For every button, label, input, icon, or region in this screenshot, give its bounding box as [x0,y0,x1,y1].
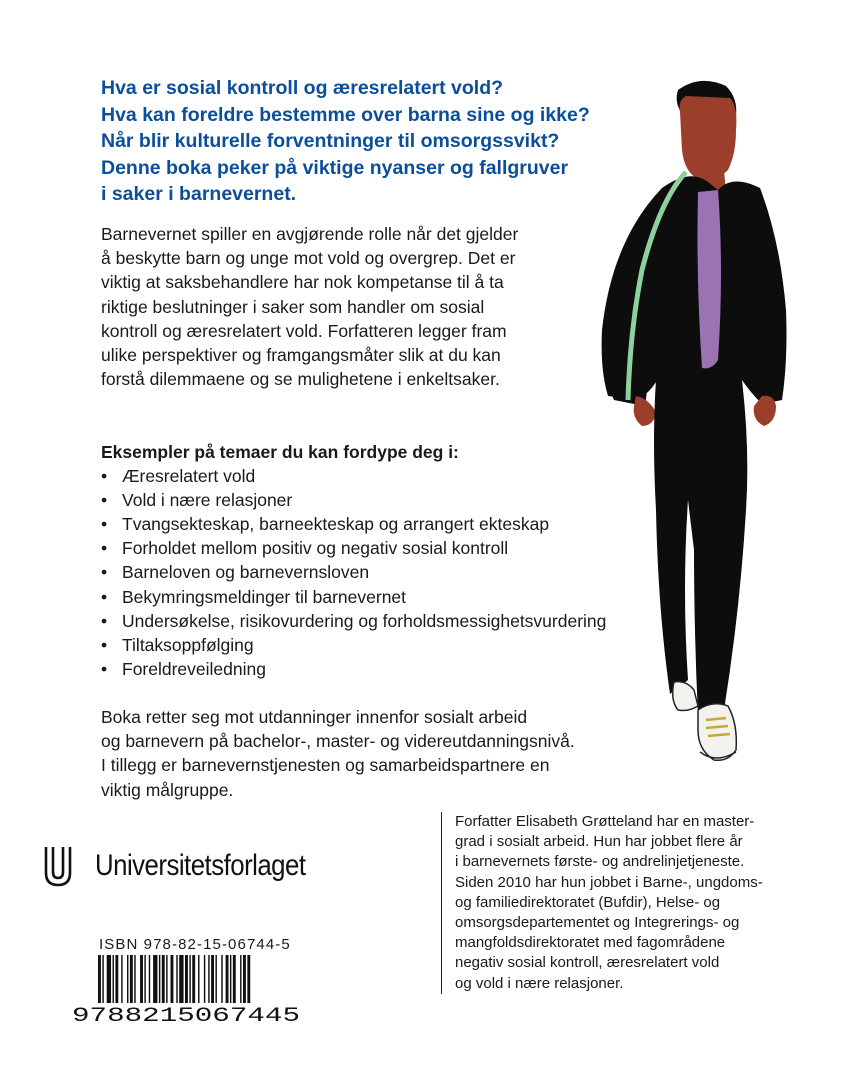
barcode-bar [221,955,222,1003]
bullet: • [101,538,108,559]
intro-line: viktig at saksbehandlere har nok kompetanse til å ta [101,272,504,293]
list-item [101,512,661,536]
barcode-bar [115,955,118,1003]
question-line: Når blir kulturelle forventninger til omsorgssvikt? [101,130,560,152]
barcode-bar [176,955,177,1003]
author-line: Siden 2010 har hun jobbet i Barne-, ungdoms- [455,873,763,891]
barcode-bar [171,955,174,1003]
bullet: • [101,490,108,511]
isbn-label: ISBN 978-82-15-06744-5 [99,936,291,953]
barcode-bar [107,955,111,1003]
question-line: i saker i barnevernet. [101,183,297,205]
list-item-label: Bekymringsmeldinger til barnevernet [122,586,407,607]
barcode-digits: 9788215067445 [72,1005,300,1025]
barcode-bar [226,955,229,1003]
right-hand [754,396,776,426]
barcode-bar [144,955,145,1003]
list-item-label: Tiltaksoppfølging [122,634,254,655]
author-line: Forfatter Elisabeth Grøtteland har en master- [455,813,755,830]
barcode-bar [189,955,190,1003]
list-item [101,560,661,584]
barcode-bar [166,955,167,1003]
barcode-bar [233,955,236,1003]
list-item-label: Foreldreveiledning [122,658,266,679]
publisher-block [43,845,340,887]
barcode-bar [185,955,188,1003]
barcode-bar [204,955,205,1003]
intro-line: forstå dilemmaene og se mulighetene i enkeltsaker. [101,369,500,390]
intro-line: Barnevernet spiller en avgjørende rolle når det gjelder [101,224,519,244]
intro-line: ulike perspektiver og framgangsmåter slik at du kan [101,345,501,366]
barcode-bar [113,955,114,1003]
list-item [101,633,661,657]
barcode-bar [149,955,150,1003]
author-line: omsorgsdepartementet og Integrerings- og [455,914,740,932]
barcode-bar [211,955,214,1003]
barcode-bar [153,955,157,1003]
bullet: • [101,586,108,607]
isbn-barcode [72,955,304,1025]
barcode-bar [198,955,199,1003]
left-hand [634,396,656,426]
question-line: Hva er sosial kontroll og æresrelatert vold? [101,77,504,99]
audience-line: viktig målgruppe. [101,779,234,800]
author-line: mangfoldsdirektoratet med fagområdene [455,934,726,952]
publisher-name: Universitetsforlaget [95,849,306,882]
bullet: • [101,634,108,655]
bullet: • [101,466,108,487]
pants [654,380,747,716]
face [680,96,737,179]
barcode-bar [179,955,183,1003]
list-item [101,536,661,560]
universitetsforlaget-logo-icon [43,845,73,887]
list-item-label: Barneloven og barnevernsloven [122,562,370,583]
intro-line: kontroll og æresrelatert vold. Forfatteren legger fram [101,320,507,341]
bullet: • [101,514,108,535]
list-item [101,657,661,681]
themes-list [101,464,661,681]
list-item-label: Vold i nære relasjoner [122,490,293,511]
barcode-bar [215,955,216,1003]
barcode-bar [102,955,103,1003]
list-item [101,585,661,609]
barcode-bar [192,955,195,1003]
intro-line: riktige beslutninger i saker som handler om sosial [101,296,485,317]
audience-line: Boka retter seg mot utdanninger innenfor sosialt arbeid [101,707,528,727]
barcode-bars [98,955,250,1003]
audience-paragraph [101,705,641,802]
themes-section [101,440,661,681]
barcode-bar [140,955,143,1003]
list-item-label: Undersøkelse, risikovurdering og forholdsmessighetsvurdering [122,610,607,631]
barcode-bar [162,955,165,1003]
barcode-bar [240,955,241,1003]
list-item [101,609,661,633]
author-line: negativ sosial kontroll, æresrelatert vold [455,954,720,972]
barcode-bar [247,955,250,1003]
audience-line: og barnevern på bachelor-, master- og videreutdanningsnivå. [101,731,575,752]
bullet: • [101,562,108,583]
back-shoe [673,682,698,711]
bullet: • [101,658,108,679]
intro-paragraph [101,222,581,391]
list-item [101,488,661,512]
list-item-label: Tvangsekteskap, barneekteskap og arrangert ekteskap [122,514,550,535]
front-shoe [698,704,736,761]
barcode-bar [127,955,128,1003]
walking-man-illustration [590,70,800,770]
question-line: Hva kan foreldre bestemme over barna sine og ikke? [101,103,590,126]
bullet: • [101,610,108,631]
author-line: i barnevernets første- og andrelinjetjeneste. [455,853,745,871]
author-line: og vold i nære relasjoner. [455,974,624,992]
question-line: Denne boka peker på viktige nyanser og fallgruver [101,156,569,179]
shirt [698,190,722,368]
list-item-label: Æresrelatert vold [122,466,256,487]
list-item [101,464,661,488]
author-bio [441,812,795,994]
barcode-bar [121,955,122,1003]
audience-line: I tillegg er barnevernstjenesten og samarbeidspartnere en [101,755,550,776]
barcode-bar [159,955,160,1003]
barcode-bar [98,955,101,1003]
lead-questions [101,75,621,208]
barcode-bar [243,955,246,1003]
barcode-bar [230,955,231,1003]
author-line: grad i sosialt arbeid. Hun har jobbet flere år [455,833,743,851]
list-item-label: Forholdet mellom positiv og negativ sosial kontroll [122,538,509,559]
barcode-bar [208,955,209,1003]
barcode-bar [130,955,133,1003]
themes-heading: Eksempler på temaer du kan fordype deg i: [101,442,459,462]
intro-line: å beskytte barn og unge mot vold og overgrep. Det er [101,248,516,269]
barcode-bar [134,955,135,1003]
author-line: og familiedirektoratet (Bufdir), Helse- og [455,893,721,911]
